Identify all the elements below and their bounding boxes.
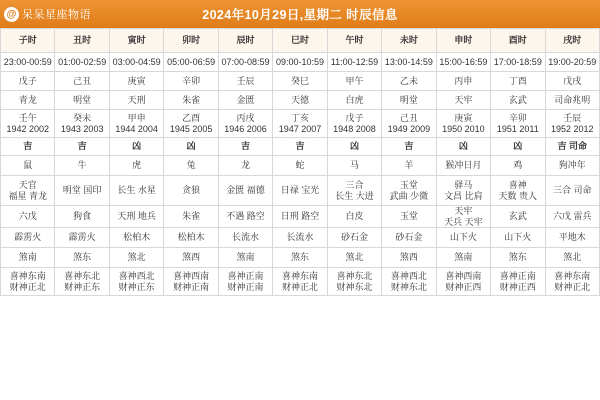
ganzhi-cell: 癸巳 <box>273 72 327 91</box>
nayin-cell: 山下火 <box>436 228 490 248</box>
range-cell: 13:00-14:59 <box>382 53 436 72</box>
liuyao-cell: 六戊 <box>1 206 55 228</box>
nayin-cell: 砂石金 <box>327 228 381 248</box>
hour-cell: 酉时 <box>491 29 545 53</box>
shachong-cell: 兔 <box>164 156 218 176</box>
god-cell: 朱雀 <box>164 91 218 110</box>
page-title: 2024年10月29日,星期二 时辰信息 <box>202 8 398 22</box>
zheng-cell: 煞南 <box>436 248 490 268</box>
star-cell: 喜神 天数 贵人 <box>491 176 545 206</box>
range-cell: 07:00-08:59 <box>218 53 272 72</box>
shachong-cell: 猴冲日月 <box>436 156 490 176</box>
god-cell: 明堂 <box>382 91 436 110</box>
liuyao-cell: 六戊 雷兵 <box>545 206 599 228</box>
jixiong-cell: 吉 <box>273 138 327 156</box>
shachong-cell: 牛 <box>55 156 109 176</box>
chong-cell: 乙酉 1945 2005 <box>164 110 218 138</box>
chong-cell: 癸未 1943 2003 <box>55 110 109 138</box>
nayin-cell: 松柏木 <box>164 228 218 248</box>
hour-cell: 子时 <box>1 29 55 53</box>
chong-cell: 庚寅 1950 2010 <box>436 110 490 138</box>
god-cell: 司命兆明 <box>545 91 599 110</box>
liuyao-cell: 玄武 <box>491 206 545 228</box>
ganzhi-cell: 戊子 <box>1 72 55 91</box>
page-header <box>0 0 600 28</box>
shachong-cell: 马 <box>327 156 381 176</box>
range-cell: 17:00-18:59 <box>491 53 545 72</box>
ganzhi <box>1 72 600 91</box>
jixiong-cell: 凶 <box>109 138 163 156</box>
god-cell: 明堂 <box>55 91 109 110</box>
fangwei-cell: 喜神东北 财神东北 <box>327 268 381 296</box>
brand-name: 呆呆星座物语 <box>22 9 91 21</box>
shachong-cell: 鸡 <box>491 156 545 176</box>
nayin <box>1 228 600 248</box>
zheng-cell: 煞南 <box>1 248 55 268</box>
god-cell: 金匮 <box>218 91 272 110</box>
liuyao-cell: 日刑 路空 <box>273 206 327 228</box>
shachong-cell: 羊 <box>382 156 436 176</box>
fangwei <box>1 268 600 296</box>
chong-cell: 辛卯 1951 2011 <box>491 110 545 138</box>
jixiong-cell: 凶 <box>164 138 218 156</box>
ganzhi-cell: 辛卯 <box>164 72 218 91</box>
chong-cell: 丁亥 1947 2007 <box>273 110 327 138</box>
liuyao <box>1 206 600 228</box>
zheng-cell: 煞东 <box>491 248 545 268</box>
liuyao-cell: 天牢 天兵 天牢 <box>436 206 490 228</box>
shachong-cell: 蛇 <box>273 156 327 176</box>
star <box>1 176 600 206</box>
star-cell: 天官 福星 青龙 <box>1 176 55 206</box>
chong-cell: 戊子 1948 2008 <box>327 110 381 138</box>
liuyao-cell: 玉堂 <box>382 206 436 228</box>
god <box>1 91 600 110</box>
hour-cell: 申时 <box>436 29 490 53</box>
nayin-cell: 砂石金 <box>382 228 436 248</box>
zheng-cell: 煞南 <box>218 248 272 268</box>
nayin-cell: 平地木 <box>545 228 599 248</box>
star-cell: 日禄 宝光 <box>273 176 327 206</box>
zheng-cell: 煞北 <box>545 248 599 268</box>
shachong-cell: 狗冲年 <box>545 156 599 176</box>
liuyao-cell: 白皮 <box>327 206 381 228</box>
ganzhi-cell: 壬辰 <box>218 72 272 91</box>
hour-cell: 丑时 <box>55 29 109 53</box>
star-cell: 贪狼 <box>164 176 218 206</box>
range-cell: 01:00-02:59 <box>55 53 109 72</box>
ganzhi-cell: 乙未 <box>382 72 436 91</box>
star-cell: 三合 长生 大进 <box>327 176 381 206</box>
hour-cell: 巳时 <box>273 29 327 53</box>
hour-cell: 午时 <box>327 29 381 53</box>
zheng-cell: 煞西 <box>382 248 436 268</box>
nayin-cell: 霹雳火 <box>1 228 55 248</box>
god-cell: 天德 <box>273 91 327 110</box>
fangwei-cell: 喜神正南 财神正南 <box>218 268 272 296</box>
brand[interactable] <box>0 6 91 22</box>
fangwei-cell: 喜神东北 财神正东 <box>55 268 109 296</box>
range-cell: 11:00-12:59 <box>327 53 381 72</box>
liuyao-cell: 不遇 路空 <box>218 206 272 228</box>
shachong-cell: 鼠 <box>1 156 55 176</box>
nayin-cell: 长流水 <box>273 228 327 248</box>
fangwei-cell: 喜神东南 财神正北 <box>545 268 599 296</box>
range-cell: 19:00-20:59 <box>545 53 599 72</box>
zheng-cell: 煞东 <box>55 248 109 268</box>
jixiong-cell: 吉 <box>55 138 109 156</box>
range-cell: 15:00-16:59 <box>436 53 490 72</box>
range-cell: 05:00-06:59 <box>164 53 218 72</box>
star-cell: 明堂 国印 <box>55 176 109 206</box>
star-cell: 驿马 文昌 比肩 <box>436 176 490 206</box>
fangwei-cell: 喜神西北 财神东北 <box>382 268 436 296</box>
nayin-cell: 长流水 <box>218 228 272 248</box>
hour-cell: 寅时 <box>109 29 163 53</box>
jixiong-cell: 吉 <box>382 138 436 156</box>
star-cell: 三合 司命 <box>545 176 599 206</box>
chong-cell: 壬辰 1952 2012 <box>545 110 599 138</box>
ganzhi-cell: 丁酉 <box>491 72 545 91</box>
range-cell: 23:00-00:59 <box>1 53 55 72</box>
liuyao-cell: 天刑 地兵 <box>109 206 163 228</box>
ganzhi-cell: 戊戌 <box>545 72 599 91</box>
star-cell: 玉堂 武曲 少微 <box>382 176 436 206</box>
hour-info-table <box>0 28 600 296</box>
chong-cell: 己丑 1949 2009 <box>382 110 436 138</box>
nayin-cell: 松柏木 <box>109 228 163 248</box>
zheng <box>1 248 600 268</box>
fangwei-cell: 喜神东南 财神正北 <box>1 268 55 296</box>
jixiong-cell: 凶 <box>327 138 381 156</box>
fangwei-cell: 喜神西南 财神正西 <box>436 268 490 296</box>
nayin-cell: 霹雳火 <box>55 228 109 248</box>
jixiong-cell: 凶 <box>436 138 490 156</box>
range-cell: 03:00-04:59 <box>109 53 163 72</box>
shachong <box>1 156 600 176</box>
jixiong-cell: 吉 <box>218 138 272 156</box>
jixiong <box>1 138 600 156</box>
chong <box>1 110 600 138</box>
hour-cell: 戌时 <box>545 29 599 53</box>
jixiong-cell: 凶 <box>491 138 545 156</box>
zheng-cell: 煞北 <box>327 248 381 268</box>
hour <box>1 29 600 53</box>
god-cell: 玄武 <box>491 91 545 110</box>
zheng-cell: 煞北 <box>109 248 163 268</box>
star-cell: 金匮 福德 <box>218 176 272 206</box>
range <box>1 53 600 72</box>
shachong-cell: 虎 <box>109 156 163 176</box>
god-cell: 天牢 <box>436 91 490 110</box>
jixiong-cell: 吉 司命 <box>545 138 599 156</box>
star-cell: 长生 水星 <box>109 176 163 206</box>
god-cell: 天刑 <box>109 91 163 110</box>
ganzhi-cell: 庚寅 <box>109 72 163 91</box>
hour-cell: 未时 <box>382 29 436 53</box>
nayin-cell: 山下火 <box>491 228 545 248</box>
zheng-cell: 煞东 <box>273 248 327 268</box>
jixiong-cell: 吉 <box>1 138 55 156</box>
range-cell: 09:00-10:59 <box>273 53 327 72</box>
fangwei-cell: 喜神西北 财神正东 <box>109 268 163 296</box>
hour-cell: 卯时 <box>164 29 218 53</box>
brand-logo-icon: @ <box>4 7 19 22</box>
zheng-cell: 煞西 <box>164 248 218 268</box>
liuyao-cell: 狗食 <box>55 206 109 228</box>
hour-cell: 辰时 <box>218 29 272 53</box>
ganzhi-cell: 丙申 <box>436 72 490 91</box>
fangwei-cell: 喜神正南 财神正西 <box>491 268 545 296</box>
chong-cell: 壬午 1942 2002 <box>1 110 55 138</box>
ganzhi-cell: 甲午 <box>327 72 381 91</box>
god-cell: 青龙 <box>1 91 55 110</box>
ganzhi-cell: 己丑 <box>55 72 109 91</box>
liuyao-cell: 朱雀 <box>164 206 218 228</box>
shachong-cell: 龙 <box>218 156 272 176</box>
chong-cell: 丙戌 1946 2006 <box>218 110 272 138</box>
chong-cell: 甲申 1944 2004 <box>109 110 163 138</box>
fangwei-cell: 喜神东南 财神正北 <box>273 268 327 296</box>
fangwei-cell: 喜神西南 财神正南 <box>164 268 218 296</box>
god-cell: 白虎 <box>327 91 381 110</box>
